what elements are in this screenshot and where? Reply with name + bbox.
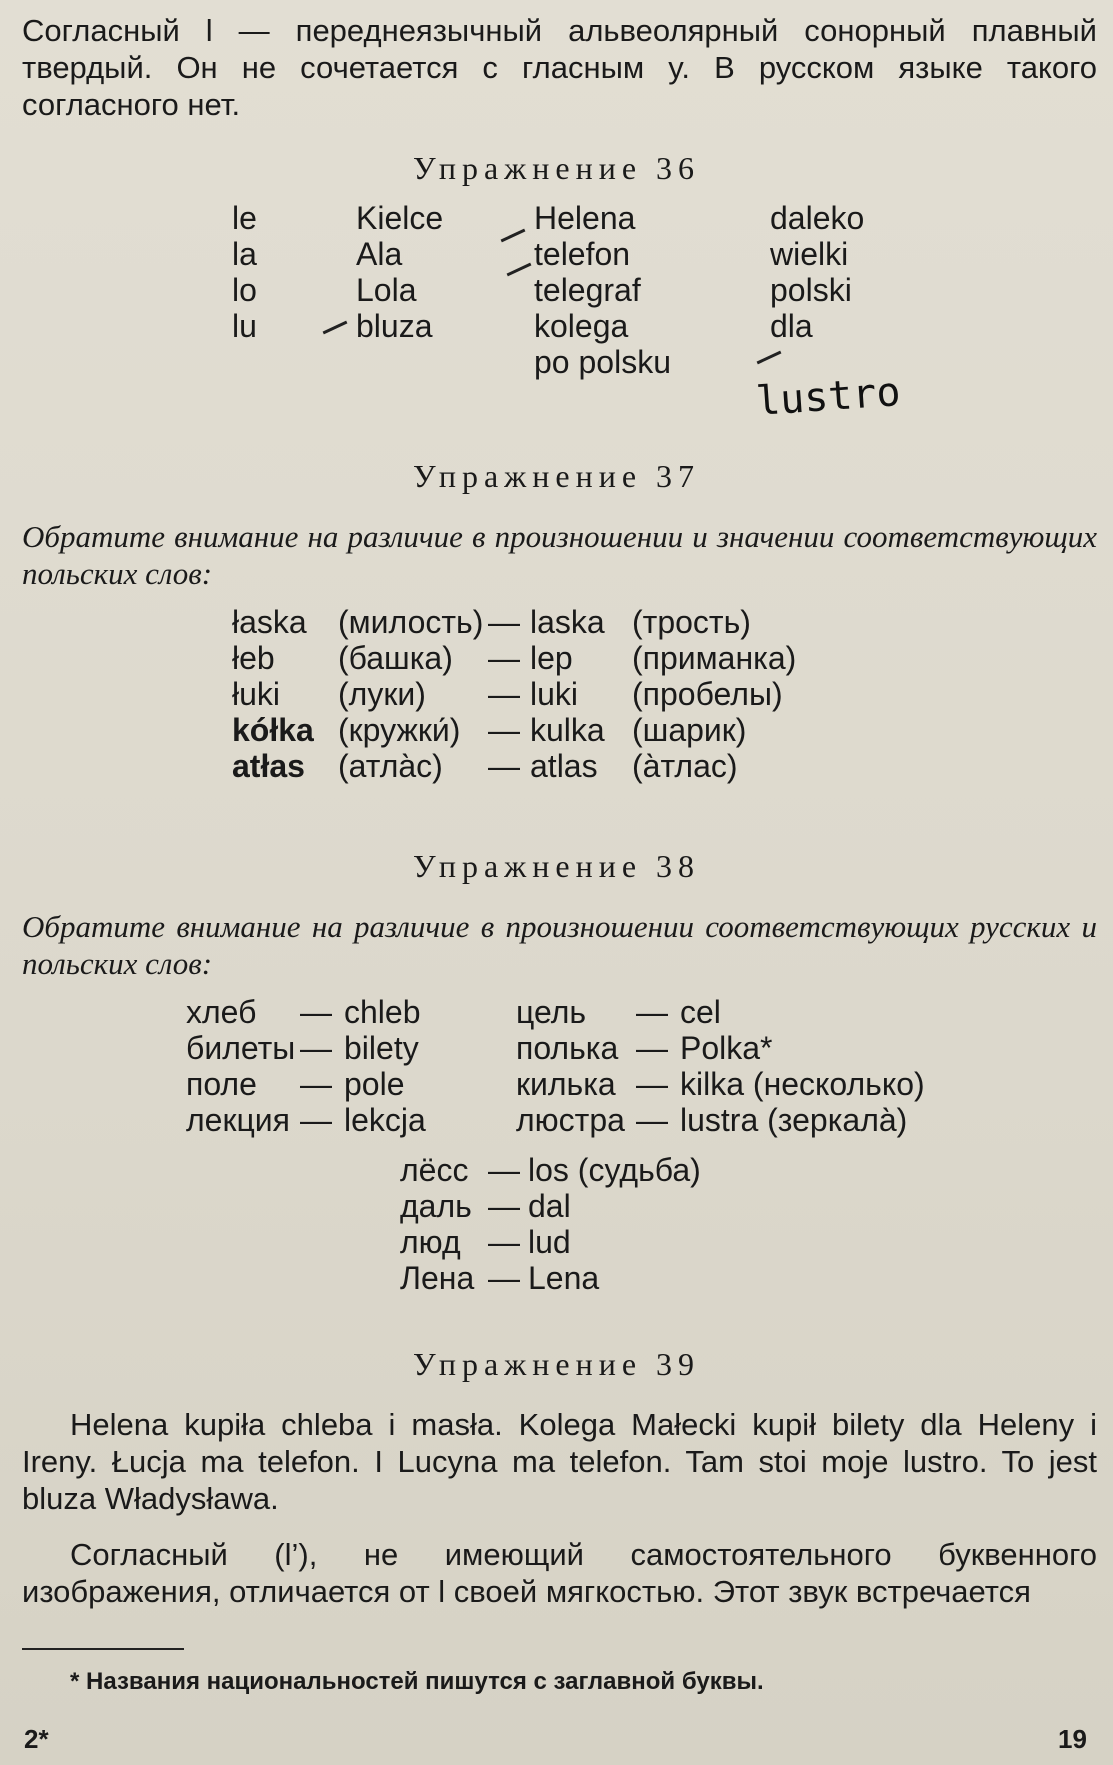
polish-word: kilka (несколько) bbox=[680, 1066, 925, 1102]
ex36-word: Lola bbox=[356, 272, 417, 308]
page-number: 19 bbox=[1058, 1724, 1087, 1754]
ex37-translations-2 bbox=[632, 604, 796, 784]
ex36-word: Ala bbox=[356, 236, 403, 272]
dash: — bbox=[488, 604, 520, 640]
russian-word: Лена bbox=[400, 1260, 475, 1296]
handwritten-note: lustro bbox=[754, 369, 902, 425]
polish-word: lustra (зеркала̀) bbox=[680, 1102, 908, 1138]
ex37-translation: (милость) bbox=[338, 604, 484, 640]
ex36-word: telegraf bbox=[534, 272, 641, 308]
ex36-word: dla bbox=[770, 308, 813, 344]
dash: — bbox=[636, 1030, 668, 1066]
ex37-word: luki bbox=[530, 676, 579, 712]
dash: — bbox=[488, 1188, 520, 1224]
exercise-36-title: Упражнение 36 bbox=[412, 150, 701, 186]
dash: — bbox=[636, 1102, 668, 1138]
ex39-text: Helena kupiła chleba i masła. Kolega Małecki kupił bilety dla Heleny i Ireny. Łucja ma telefon. I Lucyna ma telefon. Tam stoi moje lustro. To jest bluza Władysława. bbox=[22, 1407, 1097, 1516]
ex36-column-1 bbox=[232, 200, 257, 344]
polish-word: bilety bbox=[344, 1030, 419, 1066]
polish-word: chleb bbox=[344, 994, 421, 1030]
russian-word: хлеб bbox=[186, 994, 257, 1030]
ex37-translation: (пробелы) bbox=[632, 676, 783, 712]
footnote: * Названия национальностей пишутся с заглавной буквы. bbox=[70, 1668, 764, 1695]
ex37-word: łaska bbox=[232, 604, 307, 640]
exercise-39-title: Упражнение 39 bbox=[412, 1346, 701, 1382]
russian-word: люстра bbox=[516, 1102, 625, 1138]
ex38-dashes-bottom bbox=[488, 1152, 520, 1296]
ex37-word: laska bbox=[530, 604, 605, 640]
polish-word: pole bbox=[344, 1066, 405, 1102]
polish-word: los (судьба) bbox=[528, 1152, 701, 1188]
ex37-word: kulka bbox=[530, 712, 605, 748]
ex36-word: la bbox=[232, 236, 257, 272]
pencil-mark bbox=[507, 263, 532, 277]
ex37-translation: (трость) bbox=[632, 604, 751, 640]
ex36-word: kolega bbox=[534, 308, 629, 344]
polish-word: Lena bbox=[528, 1260, 600, 1296]
ex37-translations-1 bbox=[338, 604, 483, 784]
ex37-translation: (луки) bbox=[338, 676, 426, 712]
polish-word: cel bbox=[680, 994, 721, 1030]
dash: — bbox=[636, 1066, 668, 1102]
dash: — bbox=[300, 1030, 332, 1066]
ex36-word: Kielce bbox=[356, 200, 444, 236]
ex37-translation: (шарик) bbox=[632, 712, 747, 748]
ex37-translation: (атла̀с) bbox=[338, 748, 443, 784]
ex37-word: atłas bbox=[232, 748, 305, 784]
ex38-dashes-right bbox=[636, 994, 668, 1138]
intro-paragraph: Согласный l — переднеязычный альвеолярный сонорный плавный твердый. Он не сочетается с гласным y. В русском языке такого согласного нет. bbox=[22, 13, 1097, 122]
ex38-polish-left bbox=[344, 994, 426, 1138]
dash: — bbox=[488, 1152, 520, 1188]
ex36-column-3 bbox=[534, 200, 671, 380]
ex38-russian-bottom bbox=[400, 1152, 474, 1296]
ex38-polish-bottom bbox=[528, 1152, 701, 1296]
ex37-word: łuki bbox=[232, 676, 281, 712]
ex36-word: le bbox=[232, 200, 257, 236]
ex38-polish-right bbox=[680, 994, 925, 1138]
ex37-word: kółka bbox=[232, 712, 314, 748]
polish-word: lekcja bbox=[344, 1102, 426, 1138]
pencil-mark bbox=[323, 321, 348, 335]
russian-word: лёсс bbox=[400, 1152, 469, 1188]
ex37-dashes bbox=[488, 604, 520, 784]
ex37-translation: (а̀тлас) bbox=[632, 748, 738, 784]
ex36-word: telefon bbox=[534, 236, 631, 272]
russian-word: полька bbox=[516, 1030, 619, 1066]
dash: — bbox=[300, 1066, 332, 1102]
ex37-polish-words-1 bbox=[232, 604, 314, 784]
ex37-word: atlas bbox=[530, 748, 598, 784]
ex38-instruction: Обратите внимание на различие в произношении соответствующих русских и польских слов: bbox=[22, 909, 1097, 981]
dash: — bbox=[488, 640, 520, 676]
polish-word: dal bbox=[528, 1188, 571, 1224]
ex37-polish-words-2 bbox=[530, 604, 605, 784]
dash: — bbox=[300, 994, 332, 1030]
russian-word: килька bbox=[516, 1066, 616, 1102]
russian-word: лекция bbox=[186, 1102, 290, 1138]
ex36-word: lo bbox=[232, 272, 257, 308]
dash: — bbox=[300, 1102, 332, 1138]
ex37-translation: (приманка) bbox=[632, 640, 797, 676]
dash: — bbox=[488, 1224, 520, 1260]
russian-word: поле bbox=[186, 1066, 257, 1102]
ex37-word: łeb bbox=[232, 640, 275, 676]
ex37-word: lep bbox=[530, 640, 573, 676]
signature-mark: 2* bbox=[24, 1724, 49, 1754]
ex36-word: po polsku bbox=[534, 344, 671, 380]
ex36-word: bluza bbox=[356, 308, 433, 344]
polish-word: lud bbox=[528, 1224, 571, 1260]
russian-word: люд bbox=[400, 1224, 461, 1260]
russian-word: цель bbox=[516, 994, 587, 1030]
pencil-mark bbox=[501, 229, 526, 243]
ex36-word: polski bbox=[770, 272, 852, 308]
dash: — bbox=[488, 1260, 520, 1296]
dash: — bbox=[636, 994, 668, 1030]
dash: — bbox=[488, 712, 520, 748]
ex37-translation: (башка) bbox=[338, 640, 453, 676]
exercise-38-title: Упражнение 38 bbox=[412, 848, 701, 884]
exercise-37-title: Упражнение 37 bbox=[412, 458, 701, 494]
ex38-russian-right bbox=[516, 994, 625, 1138]
ex36-word: Helena bbox=[534, 200, 636, 236]
russian-word: билеты bbox=[186, 1030, 296, 1066]
polish-word: Polka* bbox=[680, 1030, 773, 1066]
ex37-instruction: Обратите внимание на различие в произношении и значении соответствующих польских слов: bbox=[22, 519, 1097, 591]
ex37-translation: (кружки́) bbox=[338, 712, 461, 748]
ex36-word: daleko bbox=[770, 200, 865, 236]
dash: — bbox=[488, 676, 520, 712]
ex36-column-4 bbox=[770, 200, 864, 344]
footnote-divider bbox=[22, 1648, 184, 1650]
ex36-column-2 bbox=[356, 200, 443, 344]
russian-word: даль bbox=[400, 1188, 472, 1224]
closing-paragraph: Согласный (l’), не имеющий самостоятельного буквенного изображения, отличается от l своей мягкостью. Этот звук встречается bbox=[22, 1537, 1097, 1609]
ex36-word: lu bbox=[232, 308, 257, 344]
ex38-dashes-left bbox=[300, 994, 332, 1138]
ex38-russian-left bbox=[186, 994, 295, 1138]
dash: — bbox=[488, 748, 520, 784]
ex36-word: wielki bbox=[770, 236, 849, 272]
pencil-mark bbox=[757, 351, 782, 365]
